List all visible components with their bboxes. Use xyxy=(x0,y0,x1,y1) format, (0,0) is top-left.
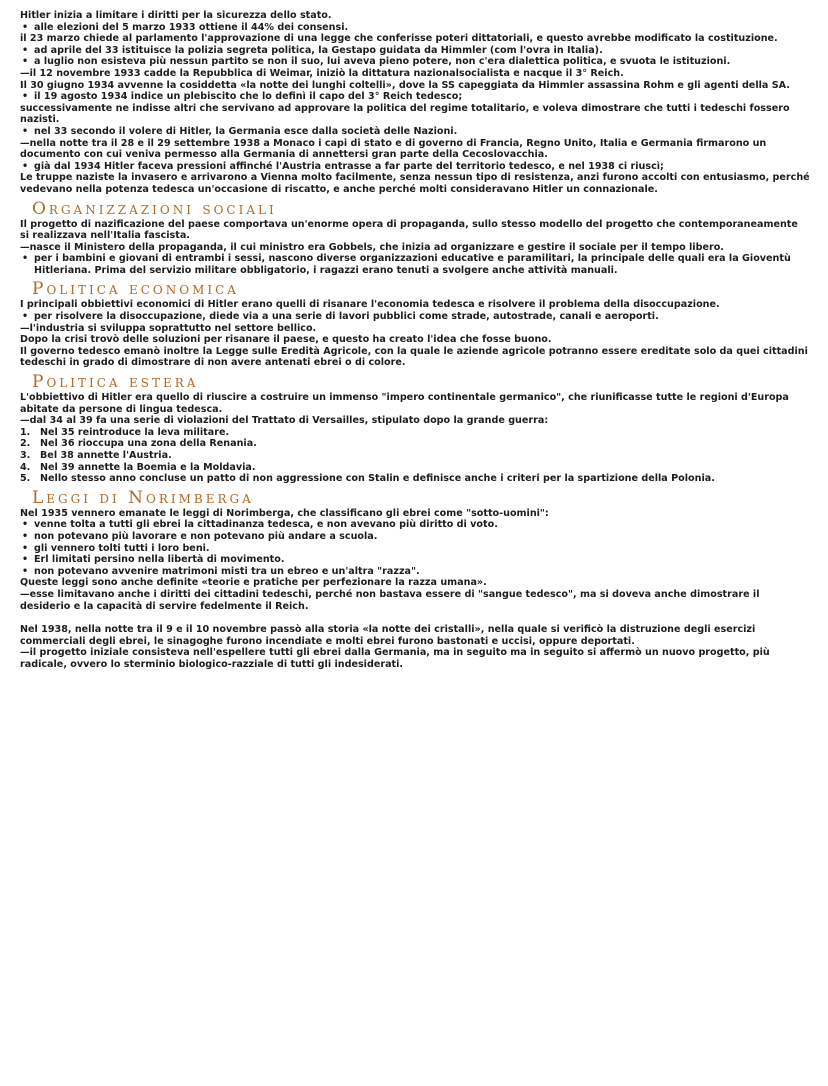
bullet-item: • non potevano avvenire matrimoni misti tra un ebreo e un'altra "razza". xyxy=(20,566,810,578)
dash-item: —l'industria si sviluppa soprattutto nel settore bellico. xyxy=(20,322,317,334)
item-number: 5. xyxy=(20,473,31,485)
item-text: Nel 35 reintroduce la leva militare. xyxy=(40,426,230,438)
paragraph: I principali obbiettivi economici di Hitler erano quelli di risanare l'economia tedesca e risolvere il problema della disoccupazione. xyxy=(20,299,720,311)
paragraph: Nel 1938, nella notte tra il 9 e il 10 novembre passò alla storia «la notte dei cristalli», nella quale si verificò la distruzione degli esercizi commerciali degli ebrei, le sinagoghe furono incendiate e molti ebrei furono bastonati e uccisi, oppure deportati. xyxy=(20,624,756,647)
section-0 xyxy=(20,199,810,277)
section-heading: Politica economica xyxy=(32,279,239,300)
bullet-item: • venne tolta a tutti gli ebrei la cittadinanza tedesca, e non avevano più diritto di voto. xyxy=(20,519,810,531)
dash-item: —il 12 novembre 1933 cadde la Repubblica di Weimar, iniziò la dittatura nazionalsocialista e nacque il 3° Reich. xyxy=(20,67,624,79)
notes-content xyxy=(20,10,810,671)
item-number: 4. xyxy=(20,461,31,473)
numbered-item xyxy=(20,438,810,450)
bullet-item: • gli vennero tolti tutti i loro beni. xyxy=(20,543,810,555)
paragraph: Dopo la crisi trovò delle soluzioni per risanare il paese, e questo ha creato l'idea che fosse buono. xyxy=(20,334,552,346)
paragraph: Il progetto di nazificazione del paese comportava un'enorme opera di propaganda, sullo stesso modello del progetto che contemporaneamente si realizzava nell'Italia fascista. xyxy=(20,218,798,242)
section-3 xyxy=(20,488,810,671)
section-2 xyxy=(20,372,810,485)
bullet-item: • per i bambini e giovani di entrambi i sessi, nascono diverse organizzazioni educative e paramilitari, la principale delle quali era la Gioventù Hitleriana. Prima del servizio militare obbligatorio, i ragazzi erano tenuti a svolgere anche attività manuali. xyxy=(20,253,810,276)
numbered-item xyxy=(20,427,810,439)
paragraph: il 23 marzo chiede al parlamento l'approvazione di una legge che conferisse poteri dittatoriali, e questo avrebbe modificato la costituzione. xyxy=(20,33,778,45)
dash-item: —nella notte tra il 28 e il 29 settembre 1938 a Monaco i capi di stato e di governo di Francia, Regno Unito, Italia e Germania firmarono un documento con cui veniva permesso alla Germania di annettersi gran parte della Cecoslovacchia. xyxy=(20,137,767,161)
section-heading: Politica estera xyxy=(32,372,199,393)
bullet-item: • nel 33 secondo il volere di Hitler, la Germania esce dalla società delle Nazioni. xyxy=(20,126,810,138)
item-text: Bel 38 annette l'Austria. xyxy=(40,450,172,461)
item-number: 1. xyxy=(20,426,31,438)
bullet-item: • per risolvere la disoccupazione, diede via a una serie di lavori pubblici come strade, autostrade, canali e aeroporti. xyxy=(20,311,810,323)
bullet-item: • non potevano più lavorare e non potevano più andare a scuola. xyxy=(20,531,810,543)
section-1 xyxy=(20,279,810,369)
item-number: 2. xyxy=(20,438,31,450)
numbered-item xyxy=(20,473,810,485)
paragraph: Le truppe naziste la invasero e arrivarono a Vienna molto facilmente, senza nessun tipo di resistenza, anzi furono accolti con entusiasmo, perché vedevano nella potenza tedesca un'occasione di riscatto, e anche perché molti consideravano Hitler un connazionale. xyxy=(20,172,810,195)
dash-item: —nasce il Ministero della propaganda, il cui ministro era Gobbels, che inizia ad organizzare e gestire il sociale per il tempo libero. xyxy=(20,241,724,253)
paragraph: successivamente ne indisse altri che servivano ad approvare la politica del regime totalitario, e voleva dimostrare che tutti i tedeschi fossero nazisti. xyxy=(20,102,790,126)
section-heading: Organizzazioni sociali xyxy=(32,198,277,219)
bullet-item: • già dal 1934 Hitler faceva pressioni affinché l'Austria entrasse a far parte del territorio tedesco, e nel 1938 ci riuscì; xyxy=(20,161,810,173)
bullet-item: • alle elezioni del 5 marzo 1933 ottiene il 44% dei consensi. xyxy=(20,22,810,34)
section-heading: Leggi di Norimberga xyxy=(32,487,254,508)
paragraph: L'obbiettivo di Hitler era quello di riuscire a costruire un immenso "impero continentale germanico", che riunificasse tutte le regioni d'Europa abitate da persone di lingua tedesca. xyxy=(20,392,789,415)
paragraph: Il 30 giugno 1934 avvenne la cosiddetta «la notte dei lunghi coltelli», dove la SS capeggiata da Himmler assassina Rohm e gli agenti della SA. xyxy=(20,79,790,91)
paragraph: Hitler inizia a limitare i diritti per la sicurezza dello stato. xyxy=(20,10,332,21)
bullet-item: • Erl limitati persino nella libertà di movimento. xyxy=(20,554,810,566)
item-number: 3. xyxy=(20,450,31,461)
paragraph: Il governo tedesco emanò inoltre la Legge sulle Eredità Agricole, con la quale le aziende agricole potranno essere ereditate solo da quei cittadini tedeschi in grado di dimostrare di non avere antenati ebrei o di colore. xyxy=(20,345,808,369)
numbered-item xyxy=(20,462,810,474)
bullet-item: • a luglio non esisteva più nessun partito se non il suo, lui aveva pieno potere, non c'era dialettica politica, e svuota le istituzioni. xyxy=(20,56,810,68)
item-text: Nel 36 rioccupa una zona della Renania. xyxy=(40,438,257,450)
paragraph-gap xyxy=(20,612,810,624)
paragraph: Queste leggi sono anche definite «teorie e pratiche per perfezionare la razza umana». xyxy=(20,577,487,589)
bullet-item: • ad aprile del 33 istituisce la polizia segreta politica, la Gestapo guidata da Himmler (com l'ovra in Italia). xyxy=(20,45,810,57)
bullet-item: • il 19 agosto 1934 indice un plebiscito che lo definì il capo del 3° Reich tedesco; xyxy=(20,91,810,103)
paragraph: Nel 1935 vennero emanate le leggi di Norimberga, che classificano gli ebrei come "sotto-uomini": xyxy=(20,507,549,519)
dash-item: —dal 34 al 39 fa una serie di violazioni del Trattato di Versailles, stipulato dopo la grande guerra: xyxy=(20,415,549,427)
dash-item: —esse limitavano anche i diritti dei cittadini tedeschi, perché non bastava essere di "sangue tedesco", ma si doveva anche dimostrare il desiderio e la capacità di servire fedelmente il Reich. xyxy=(20,588,760,612)
dash-item: —il progetto iniziale consisteva nell'espellere tutti gli ebrei dalla Germania, ma in seguito ma in seguito si affermò un nuovo progetto, più radicale, ovvero lo sterminio biologico-razziale di tutti gli indesiderati. xyxy=(20,647,770,670)
item-text: Nello stesso anno concluse un patto di non aggressione con Stalin e definisce anche i criteri per la spartizione della Polonia. xyxy=(40,473,715,485)
numbered-item xyxy=(20,450,810,462)
item-text: Nel 39 annette la Boemia e la Moldavia. xyxy=(40,461,256,473)
